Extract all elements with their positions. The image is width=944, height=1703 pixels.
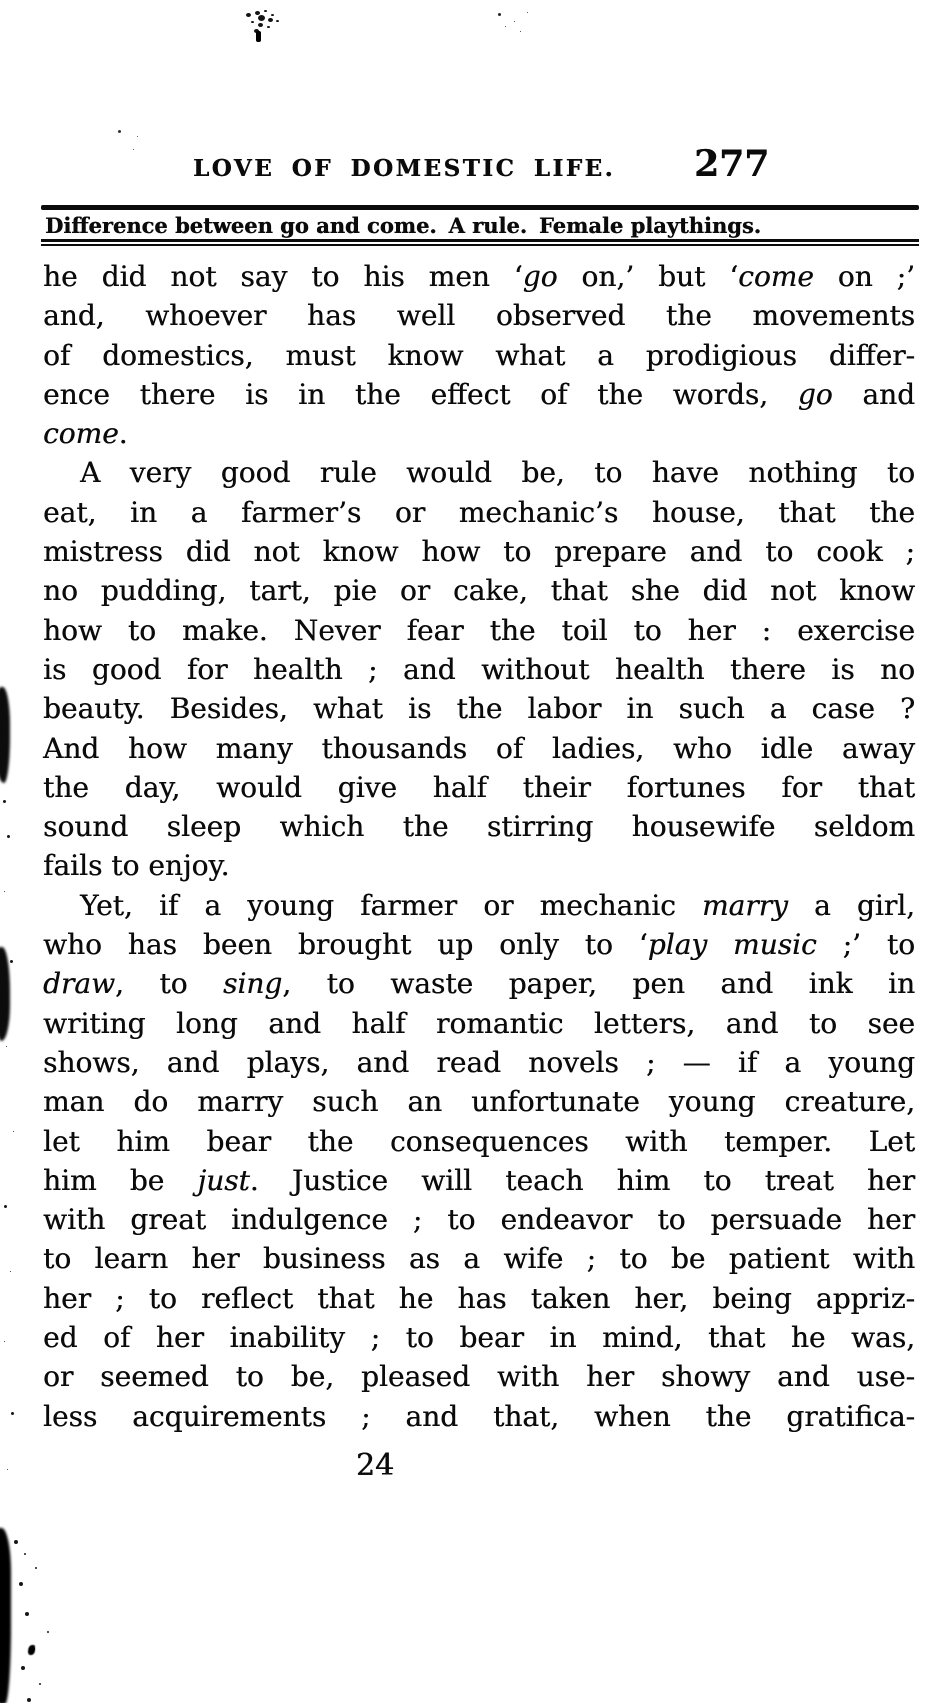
binding-ink-blob-1 [0,687,10,783]
text-line [43,846,915,885]
paragraph [43,257,915,453]
italic-text: marry [702,888,788,922]
text-run: ed of her inability ; to bear in mind, that he was, [43,1321,915,1355]
binding-ink-bottom [0,1528,11,1703]
text-run: her ; to reflect that he has taken her, being appriz- [43,1281,915,1315]
text-run: how to make. Never fear the toil to her : exercise [43,613,915,647]
text-run: eat, in a farmer’s or mechanic’s house, that the [43,495,915,529]
text-run: to learn her business as a wife ; to be patient with [43,1242,915,1276]
text-line [43,1082,915,1121]
scan-specks-top-right [498,13,501,16]
text-line [43,1397,915,1436]
text-line [43,1239,915,1278]
text-run: , to [114,967,223,1001]
text-run: or seemed to be, pleased with her showy and use- [43,1360,915,1394]
text-line [43,1279,915,1318]
italic-text: sing [222,967,283,1001]
text-line [43,453,915,492]
text-run: let him bear the consequences with temper. Let [43,1124,915,1158]
text-run: is good for health ; and without health there is no [43,652,915,686]
text-run: less acquirements ; and that, when the gratifica- [43,1399,915,1433]
text-run: who has been brought up only to ‘ [43,928,648,962]
subheader-item-3: Female playthings. [538,213,761,238]
text-line [43,689,915,728]
text-run: he did not say to his men ‘ [43,260,523,293]
text-line [43,807,915,846]
text-line [43,886,915,925]
body-text [43,257,915,1436]
paragraph [43,886,915,1436]
text-line [43,768,915,807]
text-run: man do marry such an unfortunate young creature, [43,1085,915,1119]
text-run: the day, would give half their fortunes for that [43,770,915,804]
italic-text: just [197,1163,250,1197]
text-run: mistress did not know how to prepare and to cook ; [43,535,915,569]
text-line [43,925,915,964]
text-line [43,375,915,414]
text-line [43,650,915,689]
binding-edge-specks [3,800,6,803]
signature-number: 24 [355,1448,395,1483]
binding-bottom-specks [14,1540,18,1544]
text-line [43,1004,915,1043]
text-line [43,493,915,532]
rule-bottom [41,239,919,246]
italic-text: play music [647,928,817,962]
text-line [43,336,915,375]
text-run: no pudding, tart, pie or cake, that she did not know [43,574,915,608]
text-line [43,296,915,335]
text-line [43,1043,915,1082]
text-run: ence there is in the effect of the words, [43,377,798,411]
italic-text: go [522,260,558,293]
text-line [43,729,915,768]
text-run: a girl, [787,888,915,922]
text-run: A very good rule would be, to have nothing to [80,456,915,490]
text-line [43,1318,915,1357]
text-line [43,532,915,571]
text-line [43,1122,915,1161]
ink-smudge-top [246,13,251,17]
binding-bottom-hook [28,1645,35,1655]
text-run: fails to enjoy. [43,849,230,883]
text-line [43,1200,915,1239]
subheader-item-1: Difference between go and come. [45,213,437,238]
text-run: ;’ to [816,928,915,962]
text-run: and, whoever has well observed the movements [43,299,915,333]
text-line [43,611,915,650]
text-run: beauty. Besides, what is the labor in such a case ? [43,692,915,726]
text-run: , to waste paper, pen and ink in [282,967,915,1001]
text-run: Yet, if a young farmer or mechanic [80,888,702,922]
text-run: sound sleep which the stirring housewife seldom [43,810,915,844]
italic-text: go [797,377,833,411]
text-run: And how many thousands of ladies, who idle away [43,731,915,765]
text-run: on,’ but ‘ [557,260,739,293]
text-line [43,257,915,296]
italic-text: come [43,417,119,451]
binding-ink-blob-2 [0,947,10,1041]
section-contents-bar [41,210,919,239]
text-run: . [118,417,128,451]
italic-text: draw [43,967,115,1001]
paragraph [43,453,915,885]
italic-text: come [738,260,814,293]
text-run: on ;’ [813,260,915,293]
scan-specks-upper-left [118,130,121,133]
text-line [43,964,915,1003]
page-number: 277 [694,143,770,185]
text-run: . Justice will teach him to treat her [249,1163,915,1197]
text-line [43,1161,915,1200]
header-rules [41,205,919,246]
text-run: with great indulgence ; to endeavor to persuade her [43,1203,915,1237]
text-run: writing long and half romantic letters, and to see [43,1006,915,1040]
text-run: of domestics, must know what a prodigious differ- [43,338,915,372]
text-line [43,414,915,453]
text-line [43,1357,915,1396]
text-run: shows, and plays, and read novels ; — if a young [43,1045,915,1079]
text-run: and [832,377,915,411]
text-run: him be [43,1163,198,1197]
text-line [43,571,915,610]
running-title: LOVE OF DOMESTIC LIFE. [192,155,616,182]
subheader-item-2: A rule. [448,213,528,238]
ink-smudge-top-bar [256,31,261,42]
